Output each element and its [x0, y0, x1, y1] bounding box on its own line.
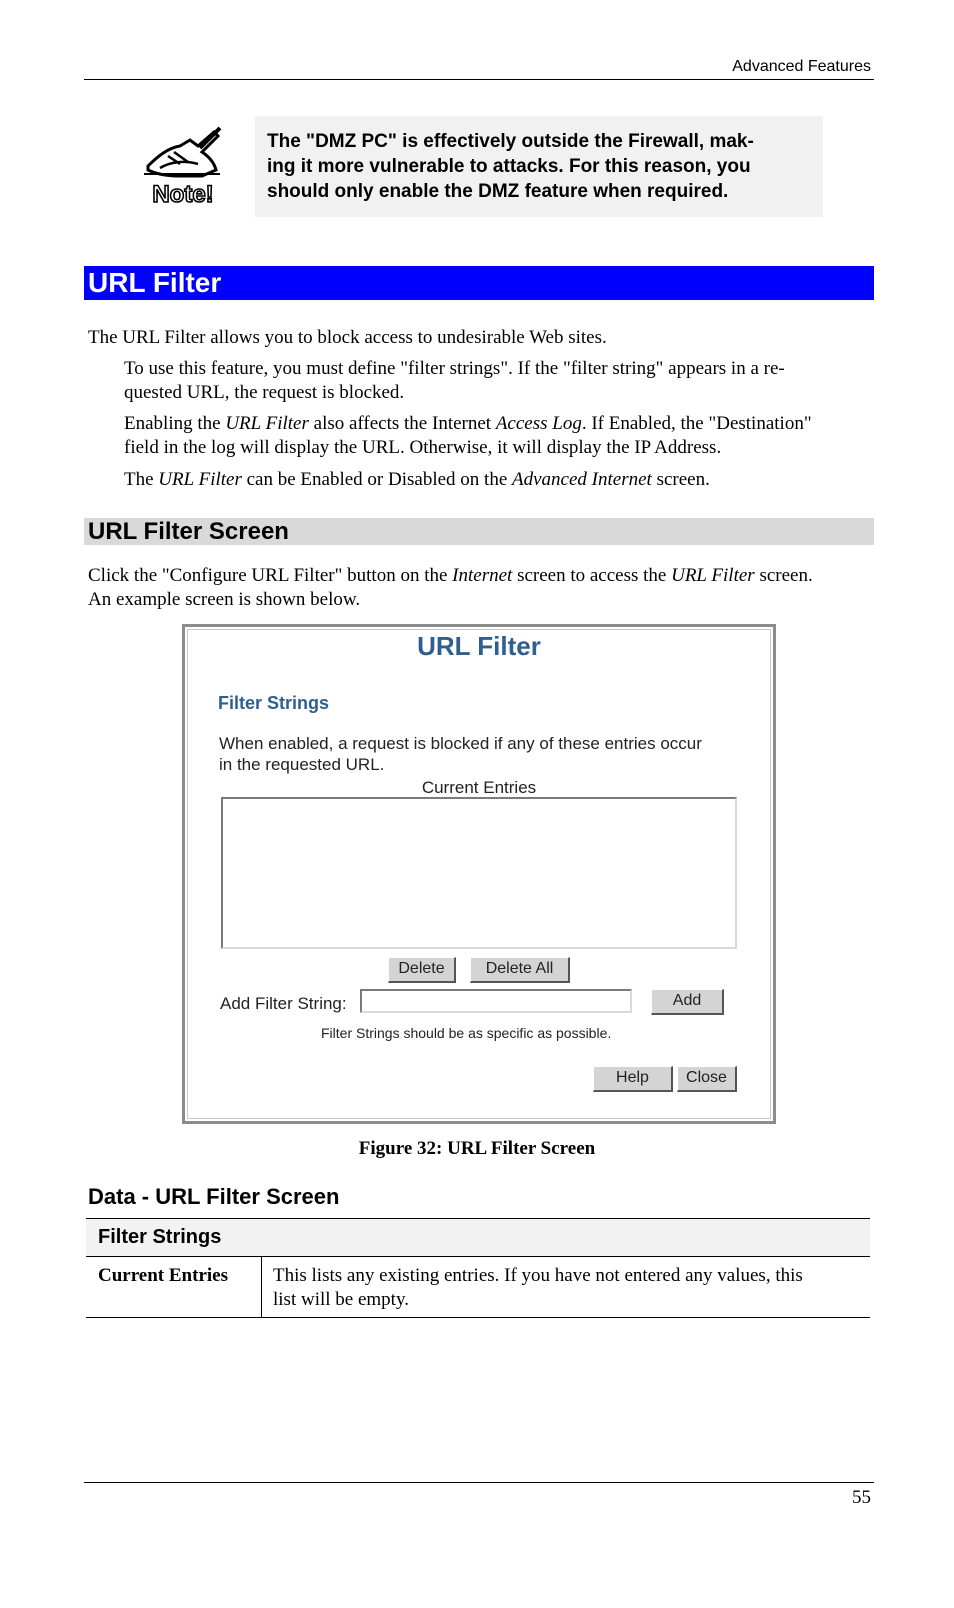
header-rule — [84, 79, 874, 80]
text-line: This lists any existing entries. If you have not entered any values, this — [273, 1265, 803, 1286]
italic-term: Internet — [452, 565, 513, 586]
table-header-rule — [86, 1256, 870, 1257]
italic-term: URL Filter — [671, 565, 755, 586]
text-span: can be Enabled or Disabled on the — [241, 469, 513, 490]
note-icon — [140, 126, 226, 210]
data-section-heading: Data - URL Filter Screen — [88, 1184, 340, 1209]
current-entries-list[interactable] — [221, 797, 737, 949]
text-span: . If Enabled, the "Destination" — [581, 413, 812, 434]
delete-all-button[interactable]: Delete All — [470, 957, 570, 983]
close-button[interactable]: Close — [677, 1066, 737, 1092]
add-filter-string-input[interactable] — [360, 989, 632, 1013]
table-field-name: Current Entries — [98, 1265, 228, 1286]
text-line: in the requested URL. — [219, 755, 385, 774]
italic-term: Access Log — [495, 413, 582, 434]
italic-term: Advanced Internet — [512, 469, 652, 490]
italic-term: URL Filter — [225, 413, 309, 434]
italic-term: URL Filter — [158, 469, 242, 490]
filter-strings-hint: Filter Strings should be as specific as possible. — [321, 1025, 612, 1041]
screenshot-title: URL Filter — [417, 631, 541, 661]
note-line: ing it more vulnerable to attacks. For this reason, you — [267, 156, 751, 177]
text-span: screen. — [754, 565, 813, 586]
text-span: Click the "Configure URL Filter" button on the — [88, 565, 453, 586]
text-line: list will be empty. — [273, 1289, 409, 1310]
text-line: field in the log will display the URL. Otherwise, it will display the IP Address. — [124, 437, 722, 458]
figure-caption: Figure 32: URL Filter Screen — [358, 1138, 596, 1159]
text-line: quested URL, the request is blocked. — [124, 382, 405, 403]
subsection-heading: URL Filter Screen — [84, 518, 874, 545]
intro-paragraph — [124, 412, 812, 460]
text-span: also affects the Internet — [308, 413, 496, 434]
text-span: screen. — [651, 469, 710, 490]
note-box — [255, 116, 823, 217]
note-icon-label: Note! — [152, 181, 214, 208]
current-entries-label: Current Entries — [421, 778, 537, 797]
screenshot-description — [219, 733, 702, 775]
text-line: An example screen is shown below. — [88, 589, 361, 610]
help-button[interactable]: Help — [593, 1066, 673, 1092]
add-button[interactable]: Add — [651, 989, 724, 1015]
text-line: When enabled, a request is blocked if any of these entries occur — [219, 734, 702, 753]
note-line: should only enable the DMZ feature when required. — [267, 181, 729, 202]
page-number: 55 — [852, 1487, 871, 1508]
table-group-header-label: Filter Strings — [98, 1226, 222, 1248]
footer-rule — [84, 1482, 874, 1483]
intro-paragraph — [124, 468, 710, 492]
note-line: The "DMZ PC" is effectively outside the Firewall, mak- — [267, 131, 754, 152]
table-column-divider — [261, 1257, 262, 1318]
text-line — [124, 412, 812, 436]
intro-paragraph — [124, 357, 785, 405]
running-header: Advanced Features — [732, 58, 871, 75]
intro-paragraph: The URL Filter allows you to block access to undesirable Web sites. — [88, 327, 607, 348]
table-bottom-rule — [86, 1317, 870, 1318]
text-span: screen to access the — [512, 565, 672, 586]
text-line — [88, 564, 813, 588]
text-span: Enabling the — [124, 413, 226, 434]
section-heading: URL Filter — [84, 266, 874, 300]
delete-button[interactable]: Delete — [388, 957, 456, 983]
screen-intro-paragraph — [88, 564, 813, 612]
text-span: The — [124, 469, 159, 490]
screenshot-subtitle: Filter Strings — [218, 693, 330, 713]
table-field-description — [273, 1264, 803, 1312]
add-filter-string-label: Add Filter String: — [220, 994, 347, 1013]
text-line: To use this feature, you must define "filter strings". If the "filter string" appears in a re- — [124, 358, 785, 379]
url-filter-screenshot — [182, 624, 776, 1124]
